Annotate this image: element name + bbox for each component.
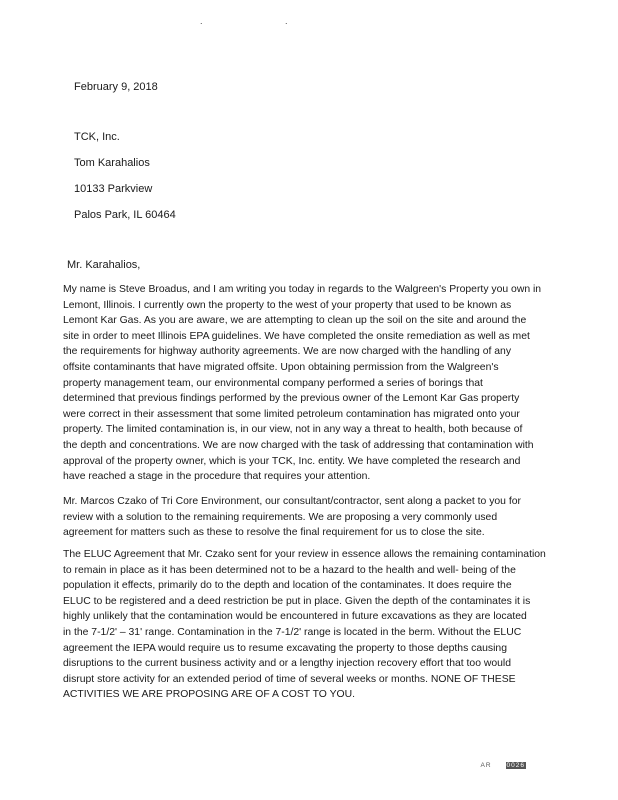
letter-date: February 9, 2018 xyxy=(74,81,158,93)
paragraph-line: My name is Steve Broadus, and I am writing you today in regards to the Walgreen's Property you own in xyxy=(63,284,542,295)
body-paragraph-3 xyxy=(63,547,549,703)
paragraph-line: agreement the IEPA would require us to resume excavating the property to those depths causing xyxy=(63,642,507,654)
paragraph-line: determined that previous findings performed by the previous owner of the Lemont Kar Gas property xyxy=(63,393,520,405)
paragraph-line: property. The limited contamination is, in our view, not in any way a threat to health, both because of xyxy=(63,424,523,436)
paragraph-line: disrupt store activity for an extended period of time of several weeks or months. NONE OF THESE xyxy=(63,673,516,685)
recipient-company: TCK, Inc. xyxy=(74,131,120,143)
paragraph-line: approval of the property owner, which is your TCK, Inc. entity. We have completed the research and xyxy=(63,455,521,467)
bates-code: 0026 xyxy=(506,762,525,769)
paragraph-line: the depth and concentrations. We are now charged with the task of addressing that contamination with xyxy=(63,439,534,451)
paragraph-line: agreement for matters such as these to resolve the final requirement for us to close the site. xyxy=(63,527,485,539)
salutation: Mr. Karahalios, xyxy=(67,259,141,271)
paragraph-line: property management team, our environmental company performed a series of borings that xyxy=(63,377,483,389)
paragraph-line: highly unlikely that the contamination would be encountered in future excavations as they are located xyxy=(63,611,527,623)
paragraph-line: population it effects, primarily do to the depth and location of the contaminates. It does require the xyxy=(63,580,512,592)
paragraph-line: disruptions to the current business activity and or a lengthy injection recovery effort that too would xyxy=(63,658,512,670)
paragraph-line: ACTIVITIES WE ARE PROPOSING ARE OF A COST TO YOU. xyxy=(63,689,355,701)
paragraph-line: The ELUC Agreement that Mr. Czako sent for your review in essence allows the remaining contamination xyxy=(63,549,546,560)
paragraph-line: in the 7-1/2' – 31' range. Contamination in the 7-1/2' range is located in the berm. Without the ELUC xyxy=(63,626,522,638)
paragraph-line: Mr. Marcos Czako of Tri Core Environment, our consultant/contractor, sent along a packet to you for xyxy=(63,496,521,507)
paragraph-line: to remain in place as it has been determined not to be a hazard to the health and well- being of the xyxy=(63,564,516,576)
recipient-street: 10133 Parkview xyxy=(74,183,153,195)
paragraph-line: Lemont, Illinois. I currently own the property to the west of your property that used to be known as xyxy=(63,299,512,311)
body-paragraph-1 xyxy=(63,282,549,485)
paragraph-line: ELUC to be registered and a deed restriction be put in place. Given the depth of the contaminates it is xyxy=(63,595,531,607)
paragraph-line: were correct in their assessment that some limited petroleum contamination has migrated onto your xyxy=(63,408,520,420)
paragraph-line: review with a solution to the remaining requirements. We are proposing a very commonly used xyxy=(63,511,498,523)
paragraph-line: site in order to meet Illinois EPA guidelines. We have completed the onsite remediation as well as met xyxy=(63,330,530,342)
recipient-city: Palos Park, IL 60464 xyxy=(74,209,176,221)
recipient-name: Tom Karahalios xyxy=(74,157,150,169)
paragraph-line: Lemont Kar Gas. As you are aware, we are attempting to clean up the soil on the site and around the xyxy=(63,315,527,327)
body-paragraph-2 xyxy=(63,494,549,541)
paragraph-line: have reached a stage in the procedure that requires your attention. xyxy=(63,471,371,483)
paragraph-line: offsite contaminants that have migrated offsite. Upon obtaining permission from the Walgreen's xyxy=(63,361,499,373)
scan-marks: . . xyxy=(200,16,328,26)
bates-label: AR xyxy=(480,762,492,769)
bates-stamp xyxy=(481,762,527,769)
paragraph-line: the requirements for highway authority agreements. We are now charged with the handling of any xyxy=(63,346,512,358)
